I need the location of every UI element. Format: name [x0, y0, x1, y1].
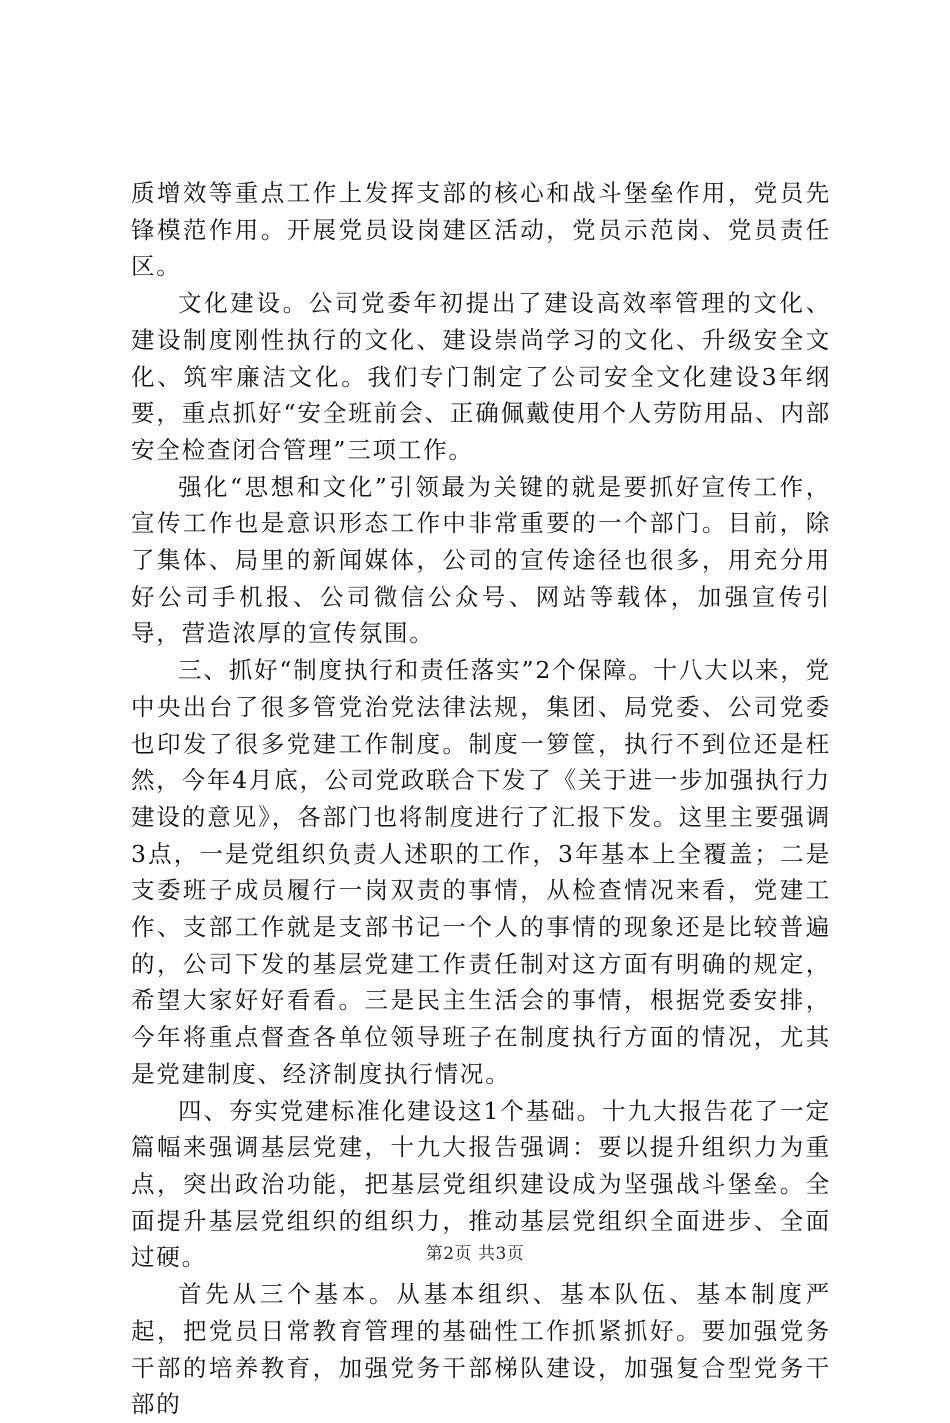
paragraph-continuation: 质增效等重点工作上发挥支部的核心和战斗堡垒作用，党员先锋模范作用。开展党员设岗建区活动，党员示范岗、党员责任区。 [131, 179, 831, 281]
paragraph-culture-building: 文化建设。公司党委年初提出了建设高效率管理的文化、建设制度刚性执行的文化、建设崇尚学习的文化、升级安全文化、筑牢廉洁文化。我们专门制定了公司安全文化建设3年纲要，重点抓好“安全班前会、正确佩戴使用个人劳防用品、内部安全检查闭合管理”三项工作。 [131, 289, 831, 464]
paragraph-section-four: 四、夯实党建标准化建设这1个基础。十九大报告花了一定篇幅来强调基层党建，十九大报告强调：要以提升组织力为重点，突出政治功能，把基层党组织建设成为坚强战斗堡垒。全面提升基层党组织的组织力，推动基层党组织全面进步、全面过硬。 [131, 1096, 831, 1272]
paragraph-section-three: 三、抓好“制度执行和责任落实”2个保障。十八大以来，党中央出台了很多管党治党法律法规，集团、局党委、公司党委也印发了很多党建工作制度。制度一箩筐，执行不到位还是枉然，今年4月底，公司党政联合下发了《关于进一步加强执行力建设的意见》，各部门也将制度进行了汇报下发。这里主要强调3点，一是党组织负责人述职的工作，3年基本上全覆盖；二是支委班子成员履行一岗双责的事情，从检查情况来看，党建工作、支部工作就是支部书记一个人的事情的现象还是比较普遍的，公司下发的基层党建工作责任制对这方面有明确的规定，希望大家好好看看。三是民主生活会的事情，根据党委安排，今年将重点督查各单位领导班子在制度执行方面的情况，尤其是党建制度、经济制度执行情况。 [131, 656, 831, 1088]
document-body [131, 175, 831, 1423]
paragraph-publicity-work: 强化“思想和文化”引领最为关键的就是要抓好宣传工作，宣传工作也是意识形态工作中非常重要的一个部门。目前，除了集体、局里的新闻媒体，公司的宣传途径也很多，用充分用好公司手机报、公司微信公众号、网站等载体，加强宣传引导，营造浓厚的宣传氛围。 [131, 472, 831, 648]
page-footer: 第2页 共3页 [425, 1244, 525, 1264]
paragraph-three-basics: 首先从三个基本。从基本组织、基本队伍、基本制度严起，把党员日常教育管理的基础性工作抓紧抓好。要加强党务干部的培养教育，加强党务干部梯队建设，加强复合型党务干部的 [131, 1280, 831, 1419]
